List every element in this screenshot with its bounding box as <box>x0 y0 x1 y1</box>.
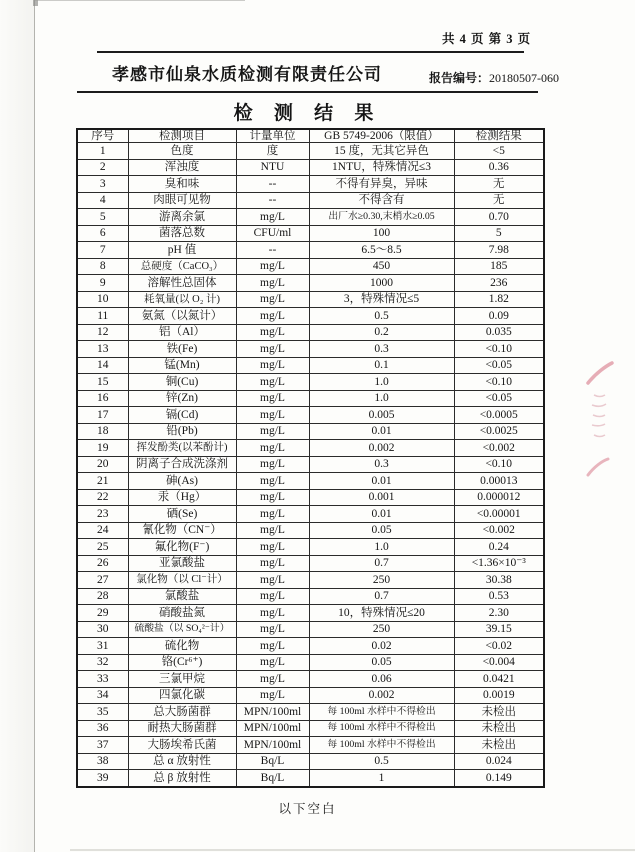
cell-seq: 30 <box>77 621 128 638</box>
cell-item: 耗氧量(以 O₂ 计) <box>128 291 236 308</box>
cell-unit: CFU/ml <box>236 225 309 242</box>
cell-limit: 0.05 <box>309 654 454 671</box>
cell-unit: -- <box>236 176 309 193</box>
cell-item: 锰(Mn) <box>128 357 236 374</box>
table-row <box>77 341 544 358</box>
cell-result: <0.05 <box>454 390 544 407</box>
cell-item: 总 α 放射性 <box>128 753 236 770</box>
cell-item: 氰化物（CN⁻） <box>128 522 236 539</box>
table-row <box>77 440 544 457</box>
cell-result: 未检出 <box>454 704 544 721</box>
cell-limit: 0.01 <box>309 473 454 490</box>
cell-item: 铅(Pb) <box>128 423 236 440</box>
cell-unit: mg/L <box>236 605 309 622</box>
cell-seq: 26 <box>77 555 128 572</box>
cell-seq: 21 <box>77 473 128 490</box>
cell-result: <0.10 <box>454 374 544 391</box>
cell-result: <0.002 <box>454 522 544 539</box>
cell-item: 挥发酚类(以苯酚计) <box>128 440 236 457</box>
table-row <box>77 489 544 506</box>
table-row <box>77 275 544 292</box>
cell-limit: 1.0 <box>309 374 454 391</box>
blank-below-note: 以下空白 <box>278 802 337 816</box>
cell-unit: mg/L <box>236 522 309 539</box>
cell-limit: 1NTU，特殊情况≤3 <box>309 159 454 176</box>
red-seal-edge-fragment-icon <box>576 333 624 511</box>
cell-item: 氯酸盐 <box>128 588 236 605</box>
cell-item: 大肠埃希氏菌 <box>128 737 236 754</box>
cell-limit: 每 100ml 水样中不得检出 <box>309 720 454 737</box>
cell-item: 氯化物（以 Cl⁻计） <box>128 572 236 589</box>
cell-item: 铜(Cu) <box>128 374 236 391</box>
cell-seq: 17 <box>77 407 128 424</box>
cell-limit: 0.002 <box>309 687 454 704</box>
cell-item: 三氯甲烷 <box>128 671 236 688</box>
cell-unit: mg/L <box>236 440 309 457</box>
report-number-line <box>429 69 559 86</box>
cell-seq: 1 <box>77 143 128 160</box>
results-table-container <box>76 128 543 788</box>
cell-result: 0.000012 <box>454 489 544 506</box>
cell-unit: -- <box>236 242 309 259</box>
cell-unit: mg/L <box>236 258 309 275</box>
cell-item: 浑浊度 <box>128 159 236 176</box>
page-title: 检 测 结 果 <box>233 103 382 124</box>
cell-seq: 24 <box>77 522 128 539</box>
table-row <box>77 176 544 193</box>
header-result: 检测结果 <box>454 129 544 143</box>
cell-unit: mg/L <box>236 506 309 523</box>
cell-seq: 2 <box>77 159 128 176</box>
table-row <box>77 192 544 209</box>
cell-limit: 0.7 <box>309 555 454 572</box>
table-row <box>77 308 544 325</box>
cell-result: 0.035 <box>454 324 544 341</box>
report-number-value: 20180507-060 <box>489 71 560 85</box>
cell-item: 溶解性总固体 <box>128 275 236 292</box>
cell-unit: mg/L <box>236 555 309 572</box>
cell-result: <0.004 <box>454 654 544 671</box>
cell-unit: mg/L <box>236 275 309 292</box>
table-row <box>77 539 544 556</box>
cell-unit: Bq/L <box>236 770 309 787</box>
cell-seq: 31 <box>77 638 128 655</box>
cell-result: <0.05 <box>454 357 544 374</box>
cell-limit: 450 <box>309 258 454 275</box>
cell-result: <0.0025 <box>454 423 544 440</box>
cell-result: 0.09 <box>454 308 544 325</box>
cell-limit: 100 <box>309 225 454 242</box>
cell-item: 镉(Cd) <box>128 407 236 424</box>
cell-unit: mg/L <box>236 374 309 391</box>
cell-limit: 0.3 <box>309 341 454 358</box>
cell-unit: mg/L <box>236 456 309 473</box>
cell-seq: 25 <box>77 539 128 556</box>
cell-item: 硫化物 <box>128 638 236 655</box>
table-row <box>77 522 544 539</box>
cell-seq: 11 <box>77 308 128 325</box>
cell-seq: 18 <box>77 423 128 440</box>
cell-item: 总大肠菌群 <box>128 704 236 721</box>
cell-seq: 13 <box>77 341 128 358</box>
cell-item: 游离余氯 <box>128 209 236 226</box>
cell-seq: 37 <box>77 737 128 754</box>
cell-item: 砷(As) <box>128 473 236 490</box>
table-row <box>77 407 544 424</box>
cell-unit: mg/L <box>236 308 309 325</box>
cell-item: 锌(Zn) <box>128 390 236 407</box>
cell-limit: 15 度，无其它异色 <box>309 143 454 160</box>
cell-result: 0.36 <box>454 159 544 176</box>
cell-item: 铝（Al） <box>128 324 236 341</box>
cell-seq: 8 <box>77 258 128 275</box>
table-row <box>77 753 544 770</box>
cell-unit: mg/L <box>236 473 309 490</box>
cell-result: 185 <box>454 258 544 275</box>
report-number-label: 报告编号： <box>429 71 490 85</box>
cell-unit: MPN/100ml <box>236 704 309 721</box>
cell-seq: 6 <box>77 225 128 242</box>
cell-limit: 0.1 <box>309 357 454 374</box>
cell-unit: mg/L <box>236 407 309 424</box>
cell-unit: mg/L <box>236 209 309 226</box>
cell-unit: mg/L <box>236 423 309 440</box>
cell-unit: mg/L <box>236 390 309 407</box>
cell-seq: 10 <box>77 291 128 308</box>
cell-limit: 不得含有 <box>309 192 454 209</box>
cell-result: <0.10 <box>454 341 544 358</box>
cell-result: <5 <box>454 143 544 160</box>
cell-seq: 3 <box>77 176 128 193</box>
table-header-row <box>77 129 544 143</box>
cell-limit: 10，特殊情况≤20 <box>309 605 454 622</box>
table-row <box>77 770 544 787</box>
header-seq: 序号 <box>77 129 128 143</box>
cell-seq: 29 <box>77 605 128 622</box>
cell-item: 汞（Hg） <box>128 489 236 506</box>
table-row <box>77 671 544 688</box>
cell-result: 0.00013 <box>454 473 544 490</box>
cell-item: 总 β 放射性 <box>128 770 236 787</box>
table-row <box>77 473 544 490</box>
cell-seq: 5 <box>77 209 128 226</box>
cell-unit: NTU <box>236 159 309 176</box>
cell-result: 236 <box>454 275 544 292</box>
cell-limit: 0.06 <box>309 671 454 688</box>
cell-result: 未检出 <box>454 720 544 737</box>
cell-seq: 19 <box>77 440 128 457</box>
table-row <box>77 588 544 605</box>
table-row <box>77 209 544 226</box>
cell-item: 氟化物(F⁻) <box>128 539 236 556</box>
cell-result: 无 <box>454 176 544 193</box>
cell-limit: 0.2 <box>309 324 454 341</box>
cell-limit: 1000 <box>309 275 454 292</box>
cell-seq: 4 <box>77 192 128 209</box>
cell-item: 阴离子合成洗涤剂 <box>128 456 236 473</box>
cell-unit: -- <box>236 192 309 209</box>
company-name: 孝感市仙泉水质检测有限责任公司 <box>112 65 382 84</box>
cell-unit: Bq/L <box>236 753 309 770</box>
cell-limit: 出厂水≥0.30,末梢水≥0.05 <box>309 209 454 226</box>
cell-result: 0.24 <box>454 539 544 556</box>
cell-limit: 0.3 <box>309 456 454 473</box>
cell-limit: 每 100ml 水样中不得检出 <box>309 704 454 721</box>
cell-item: 硒(Se) <box>128 506 236 523</box>
cell-item: 铬(Cr⁶⁺) <box>128 654 236 671</box>
cell-seq: 36 <box>77 720 128 737</box>
table-row <box>77 324 544 341</box>
header-rule-bottom <box>77 91 538 93</box>
cell-result: 1.82 <box>454 291 544 308</box>
cell-seq: 14 <box>77 357 128 374</box>
table-row <box>77 357 544 374</box>
cell-unit: mg/L <box>236 324 309 341</box>
cell-seq: 20 <box>77 456 128 473</box>
table-row <box>77 143 544 160</box>
cell-result: <1.36×10⁻³ <box>454 555 544 572</box>
cell-limit: 1.0 <box>309 539 454 556</box>
cell-result: 0.70 <box>454 209 544 226</box>
cell-limit: 0.5 <box>309 753 454 770</box>
cell-limit: 250 <box>309 621 454 638</box>
cell-unit: mg/L <box>236 687 309 704</box>
cell-item: 四氯化碳 <box>128 687 236 704</box>
cell-result: 0.0421 <box>454 671 544 688</box>
cell-seq: 33 <box>77 671 128 688</box>
table-row <box>77 720 544 737</box>
cell-seq: 23 <box>77 506 128 523</box>
cell-item: 臭和味 <box>128 176 236 193</box>
cell-limit: 1 <box>309 770 454 787</box>
cell-unit: mg/L <box>236 621 309 638</box>
scan-left-margin <box>0 0 35 852</box>
cell-result: <0.00001 <box>454 506 544 523</box>
cell-result: <0.0005 <box>454 407 544 424</box>
cell-item: 耐热大肠菌群 <box>128 720 236 737</box>
cell-limit: 1.0 <box>309 390 454 407</box>
cell-item: 氨氮（以氮计） <box>128 308 236 325</box>
cell-seq: 9 <box>77 275 128 292</box>
cell-result: <0.002 <box>454 440 544 457</box>
table-row <box>77 687 544 704</box>
table-row <box>77 555 544 572</box>
header-unit: 计量单位 <box>236 129 309 143</box>
cell-item: pH 值 <box>128 242 236 259</box>
cell-unit: mg/L <box>236 341 309 358</box>
cell-result: 2.30 <box>454 605 544 622</box>
cell-result: 无 <box>454 192 544 209</box>
cell-seq: 27 <box>77 572 128 589</box>
cell-seq: 15 <box>77 374 128 391</box>
cell-result: <0.02 <box>454 638 544 655</box>
cell-result: 5 <box>454 225 544 242</box>
table-row <box>77 654 544 671</box>
cell-unit: MPN/100ml <box>236 737 309 754</box>
table-row <box>77 605 544 622</box>
cell-unit: mg/L <box>236 357 309 374</box>
cell-limit: 0.002 <box>309 440 454 457</box>
header-rule-top <box>97 51 524 53</box>
cell-seq: 28 <box>77 588 128 605</box>
cell-result: 0.149 <box>454 770 544 787</box>
cell-seq: 22 <box>77 489 128 506</box>
cell-result: 39.15 <box>454 621 544 638</box>
cell-item: 硫酸盐（以 SO₄²⁻计） <box>128 621 236 638</box>
table-row <box>77 456 544 473</box>
cell-seq: 34 <box>77 687 128 704</box>
cell-unit: mg/L <box>236 638 309 655</box>
table-row <box>77 704 544 721</box>
cell-result: 0.0019 <box>454 687 544 704</box>
cell-unit: mg/L <box>236 291 309 308</box>
cell-unit: MPN/100ml <box>236 720 309 737</box>
results-table-body <box>77 143 544 787</box>
results-table <box>76 128 545 788</box>
cell-limit: 250 <box>309 572 454 589</box>
table-row <box>77 572 544 589</box>
cell-result: 7.98 <box>454 242 544 259</box>
cell-result: 未检出 <box>454 737 544 754</box>
cell-result: 0.024 <box>454 753 544 770</box>
cell-unit: mg/L <box>236 654 309 671</box>
table-row <box>77 291 544 308</box>
table-row <box>77 621 544 638</box>
cell-limit: 每 100ml 水样中不得检出 <box>309 737 454 754</box>
cell-item: 总硬度（CaCO₃） <box>128 258 236 275</box>
cell-limit: 0.001 <box>309 489 454 506</box>
cell-seq: 32 <box>77 654 128 671</box>
table-row <box>77 638 544 655</box>
cell-item: 铁(Fe) <box>128 341 236 358</box>
cell-unit: 度 <box>236 143 309 160</box>
table-row <box>77 506 544 523</box>
cell-unit: mg/L <box>236 539 309 556</box>
table-row <box>77 242 544 259</box>
cell-seq: 16 <box>77 390 128 407</box>
cell-item: 硝酸盐氮 <box>128 605 236 622</box>
scan-bottom-edge <box>70 849 635 851</box>
cell-result: 0.53 <box>454 588 544 605</box>
cell-unit: mg/L <box>236 671 309 688</box>
cell-limit: 0.5 <box>309 308 454 325</box>
scan-top-edge <box>35 0 245 1</box>
cell-result: <0.10 <box>454 456 544 473</box>
cell-item: 亚氯酸盐 <box>128 555 236 572</box>
cell-item: 菌落总数 <box>128 225 236 242</box>
cell-limit: 0.01 <box>309 423 454 440</box>
cell-limit: 0.05 <box>309 522 454 539</box>
table-row <box>77 423 544 440</box>
cell-seq: 35 <box>77 704 128 721</box>
page-number-indicator: 共 4 页 第 3 页 <box>442 32 532 46</box>
cell-unit: mg/L <box>236 572 309 589</box>
table-row <box>77 225 544 242</box>
table-row <box>77 159 544 176</box>
cell-limit: 不得有异臭，异味 <box>309 176 454 193</box>
cell-item: 肉眼可见物 <box>128 192 236 209</box>
header-item: 检测项目 <box>128 129 236 143</box>
cell-limit: 6.5～8.5 <box>309 242 454 259</box>
header-limit: GB 5749-2006（限值） <box>309 129 454 143</box>
cell-limit: 0.02 <box>309 638 454 655</box>
cell-limit: 0.01 <box>309 506 454 523</box>
cell-limit: 0.005 <box>309 407 454 424</box>
cell-limit: 3，特殊情况≤5 <box>309 291 454 308</box>
cell-item: 色度 <box>128 143 236 160</box>
cell-unit: mg/L <box>236 588 309 605</box>
table-row <box>77 390 544 407</box>
cell-unit: mg/L <box>236 489 309 506</box>
cell-seq: 39 <box>77 770 128 787</box>
cell-result: 30.38 <box>454 572 544 589</box>
cell-limit: 0.7 <box>309 588 454 605</box>
table-row <box>77 258 544 275</box>
table-row <box>77 374 544 391</box>
cell-seq: 7 <box>77 242 128 259</box>
cell-seq: 12 <box>77 324 128 341</box>
cell-seq: 38 <box>77 753 128 770</box>
table-row <box>77 737 544 754</box>
